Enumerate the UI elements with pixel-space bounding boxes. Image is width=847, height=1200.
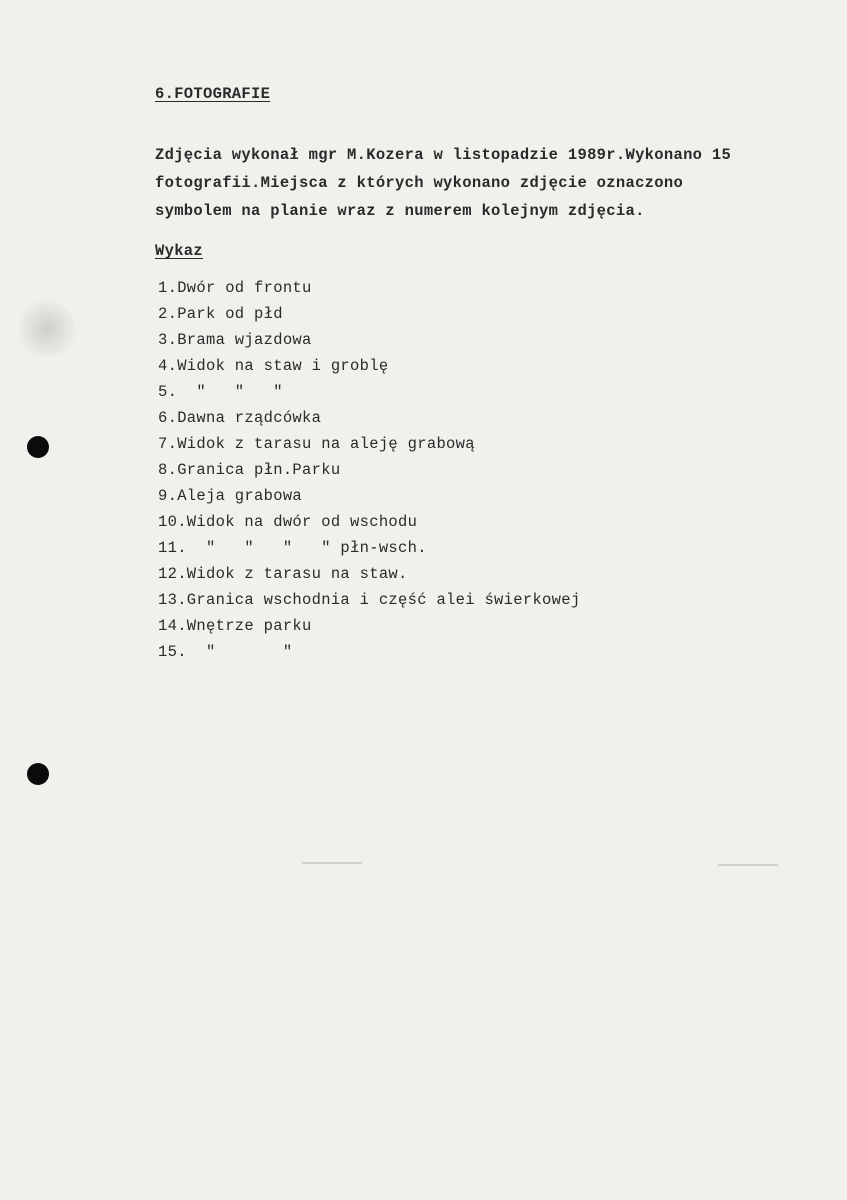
list-item: 8.Granica płn.Parku (158, 461, 341, 479)
section-heading: 6.FOTOGRAFIE (155, 85, 271, 103)
list-item: 1.Dwór od frontu (158, 279, 312, 297)
paragraph-line: Zdjęcia wykonał mgr M.Kozera w listopadzie 1989r.Wykonano 15 (155, 146, 732, 164)
list-item: 12.Widok z tarasu na staw. (158, 565, 408, 583)
list-item: 3.Brama wjazdowa (158, 331, 312, 349)
list-item: 7.Widok z tarasu na aleję grabową (158, 435, 475, 453)
list-item: 15. " " (158, 643, 293, 661)
list-item: 13.Granica wschodnia i część alei świerkowej (158, 591, 581, 609)
list-item: 10.Widok na dwór od wschodu (158, 513, 418, 531)
list-item: 6.Dawna rządcówka (158, 409, 322, 427)
paper-smudge (18, 300, 76, 358)
list-item: 2.Park od płd (158, 305, 283, 323)
description-paragraph (155, 141, 815, 225)
paragraph-line: symbolem na planie wraz z numerem kolejnym zdjęcia. (155, 202, 645, 220)
fold-mark (718, 864, 778, 866)
paragraph-line: fotografii.Miejsca z których wykonano zdjęcie oznaczono (155, 174, 684, 192)
fold-mark (302, 862, 362, 864)
list-item: 14.Wnętrze parku (158, 617, 312, 635)
list-item: 4.Widok na staw i groblę (158, 357, 389, 375)
list-title: Wykaz (155, 242, 204, 260)
photo-list (158, 275, 580, 665)
list-item: 5. " " " (158, 383, 283, 401)
punch-hole (27, 436, 49, 458)
list-item: 9.Aleja grabowa (158, 487, 303, 505)
punch-hole (27, 763, 49, 785)
list-item: 11. " " " " płn-wsch. (158, 539, 427, 557)
